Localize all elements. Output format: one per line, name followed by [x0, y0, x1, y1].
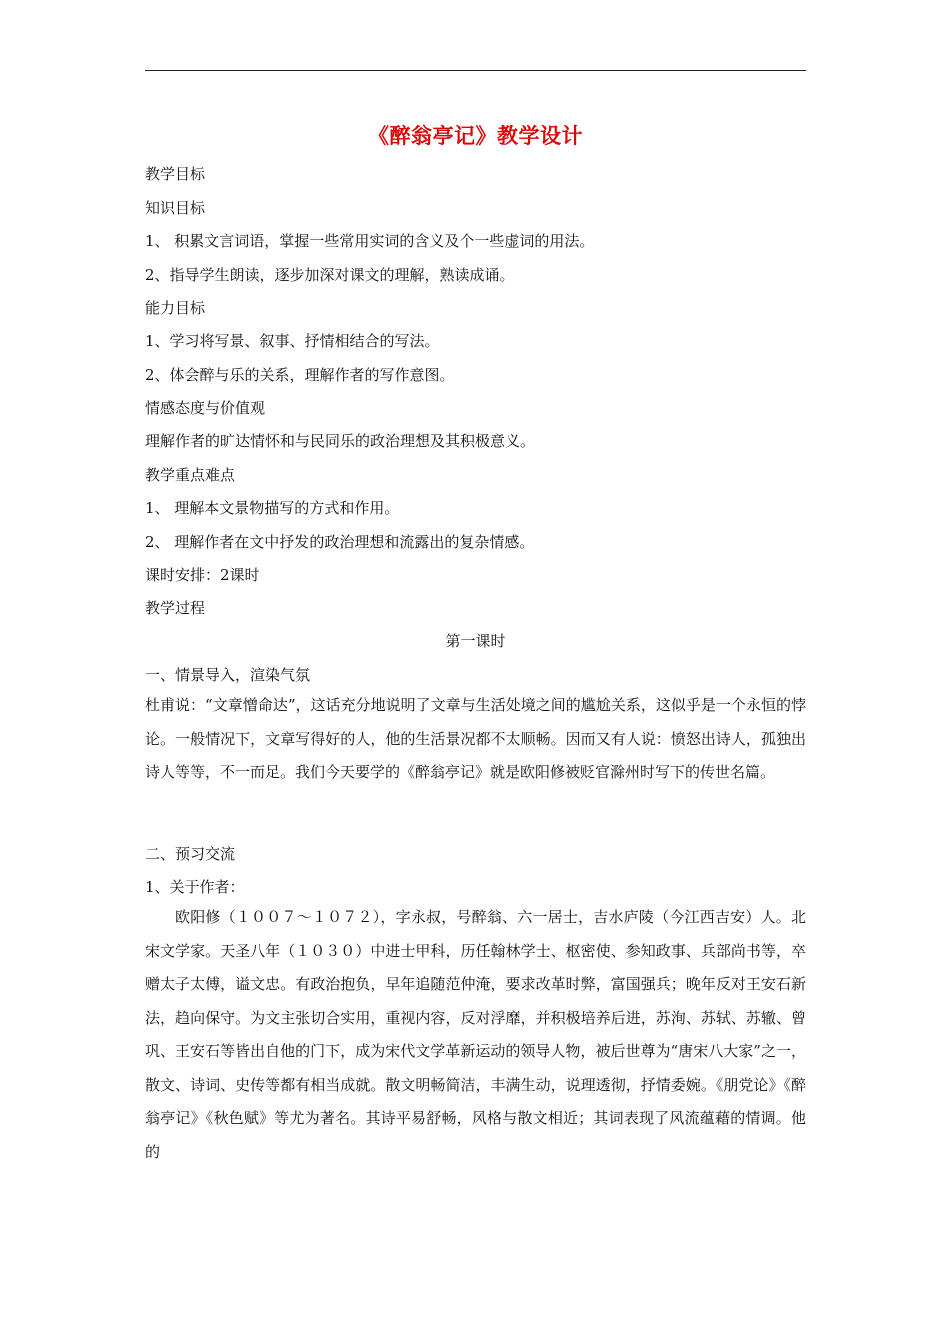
- knowledge-goal-2: 2、指导学生朗读，逐步加深对课文的理解，熟读成诵。: [145, 266, 515, 284]
- heading-ability-goals: 能力目标: [145, 299, 206, 317]
- ability-goal-1: 1、学习将写景、叙事、抒情相结合的写法。: [145, 332, 440, 350]
- lesson-heading: 第一课时: [445, 632, 506, 650]
- key-point-2: 2、 理解作者在文中抒发的政治理想和流露出的复杂情感。: [145, 533, 535, 551]
- header-rule: [145, 70, 806, 71]
- document-title: 《醉翁亭记》教学设计: [368, 123, 583, 148]
- ability-goal-2: 2、体会醉与乐的关系，理解作者的写作意图。: [145, 366, 455, 384]
- section1-heading: 一、情景导入，渲染气氛: [145, 666, 311, 684]
- knowledge-goal-1: 1、 积累文言词语，掌握一些常用实词的含义及个一些虚词的用法。: [145, 232, 595, 250]
- author-paragraph: 欧阳修（１００７～１０７２），字永叔，号醉翁、六一居士，吉水庐陵（今江西吉安）人。北宋文学家。天圣八年（１０３０）中进士甲科，历任翰林学士、枢密使、参知政事、兵部尚书等，卒赠太子太傅，谥文忠。有政治抱负，早年追随范仲淹，要求改革时弊，富国强兵；晚年反对王安石新法，趋向保守。为文主张切合实用，重视内容，反对浮靡，并积极培养后进，苏洵、苏轼、苏辙、曾巩、王安石等皆出自他的门下，成为宋代文学革新运动的领导人物，被后世尊为“唐宋八大家”之一，散文、诗词、史传等都有相当成就。散文明畅简洁，丰满生动，说理透彻，抒情委婉。《朋党论》《醉翁亭记》《秋色赋》等尤为著名。其诗平易舒畅，风格与散文相近；其词表现了风流蕴藉的情调。他的: [145, 908, 806, 1161]
- key-point-1: 1、 理解本文景物描写的方式和作用。: [145, 499, 400, 517]
- emotion-values-text: 理解作者的旷达情怀和与民同乐的政治理想及其积极意义。: [145, 432, 536, 450]
- about-author-heading: 1、关于作者：: [145, 878, 245, 896]
- heading-knowledge-goals: 知识目标: [145, 199, 206, 217]
- heading-teaching-goals: 教学目标: [145, 165, 206, 183]
- class-schedule: 课时安排：2课时: [145, 566, 260, 584]
- section2-heading: 二、预习交流: [145, 845, 236, 863]
- heading-emotion-values: 情感态度与价值观: [145, 399, 266, 417]
- heading-key-points: 教学重点难点: [145, 466, 236, 484]
- section1-paragraph: 杜甫说：“文章憎命达”，这话充分地说明了文章与生活处境之间的尴尬关系，这似乎是一个永恒的悖论。一般情况下，文章写得好的人，他的生活景况都不太顺畅。因而又有人说：愤怒出诗人，孤独出诗人等等，不一而足。我们今天要学的《醉翁亭记》就是欧阳修被贬官滁州时写下的传世名篇。: [145, 696, 806, 781]
- heading-teaching-process: 教学过程: [145, 599, 206, 617]
